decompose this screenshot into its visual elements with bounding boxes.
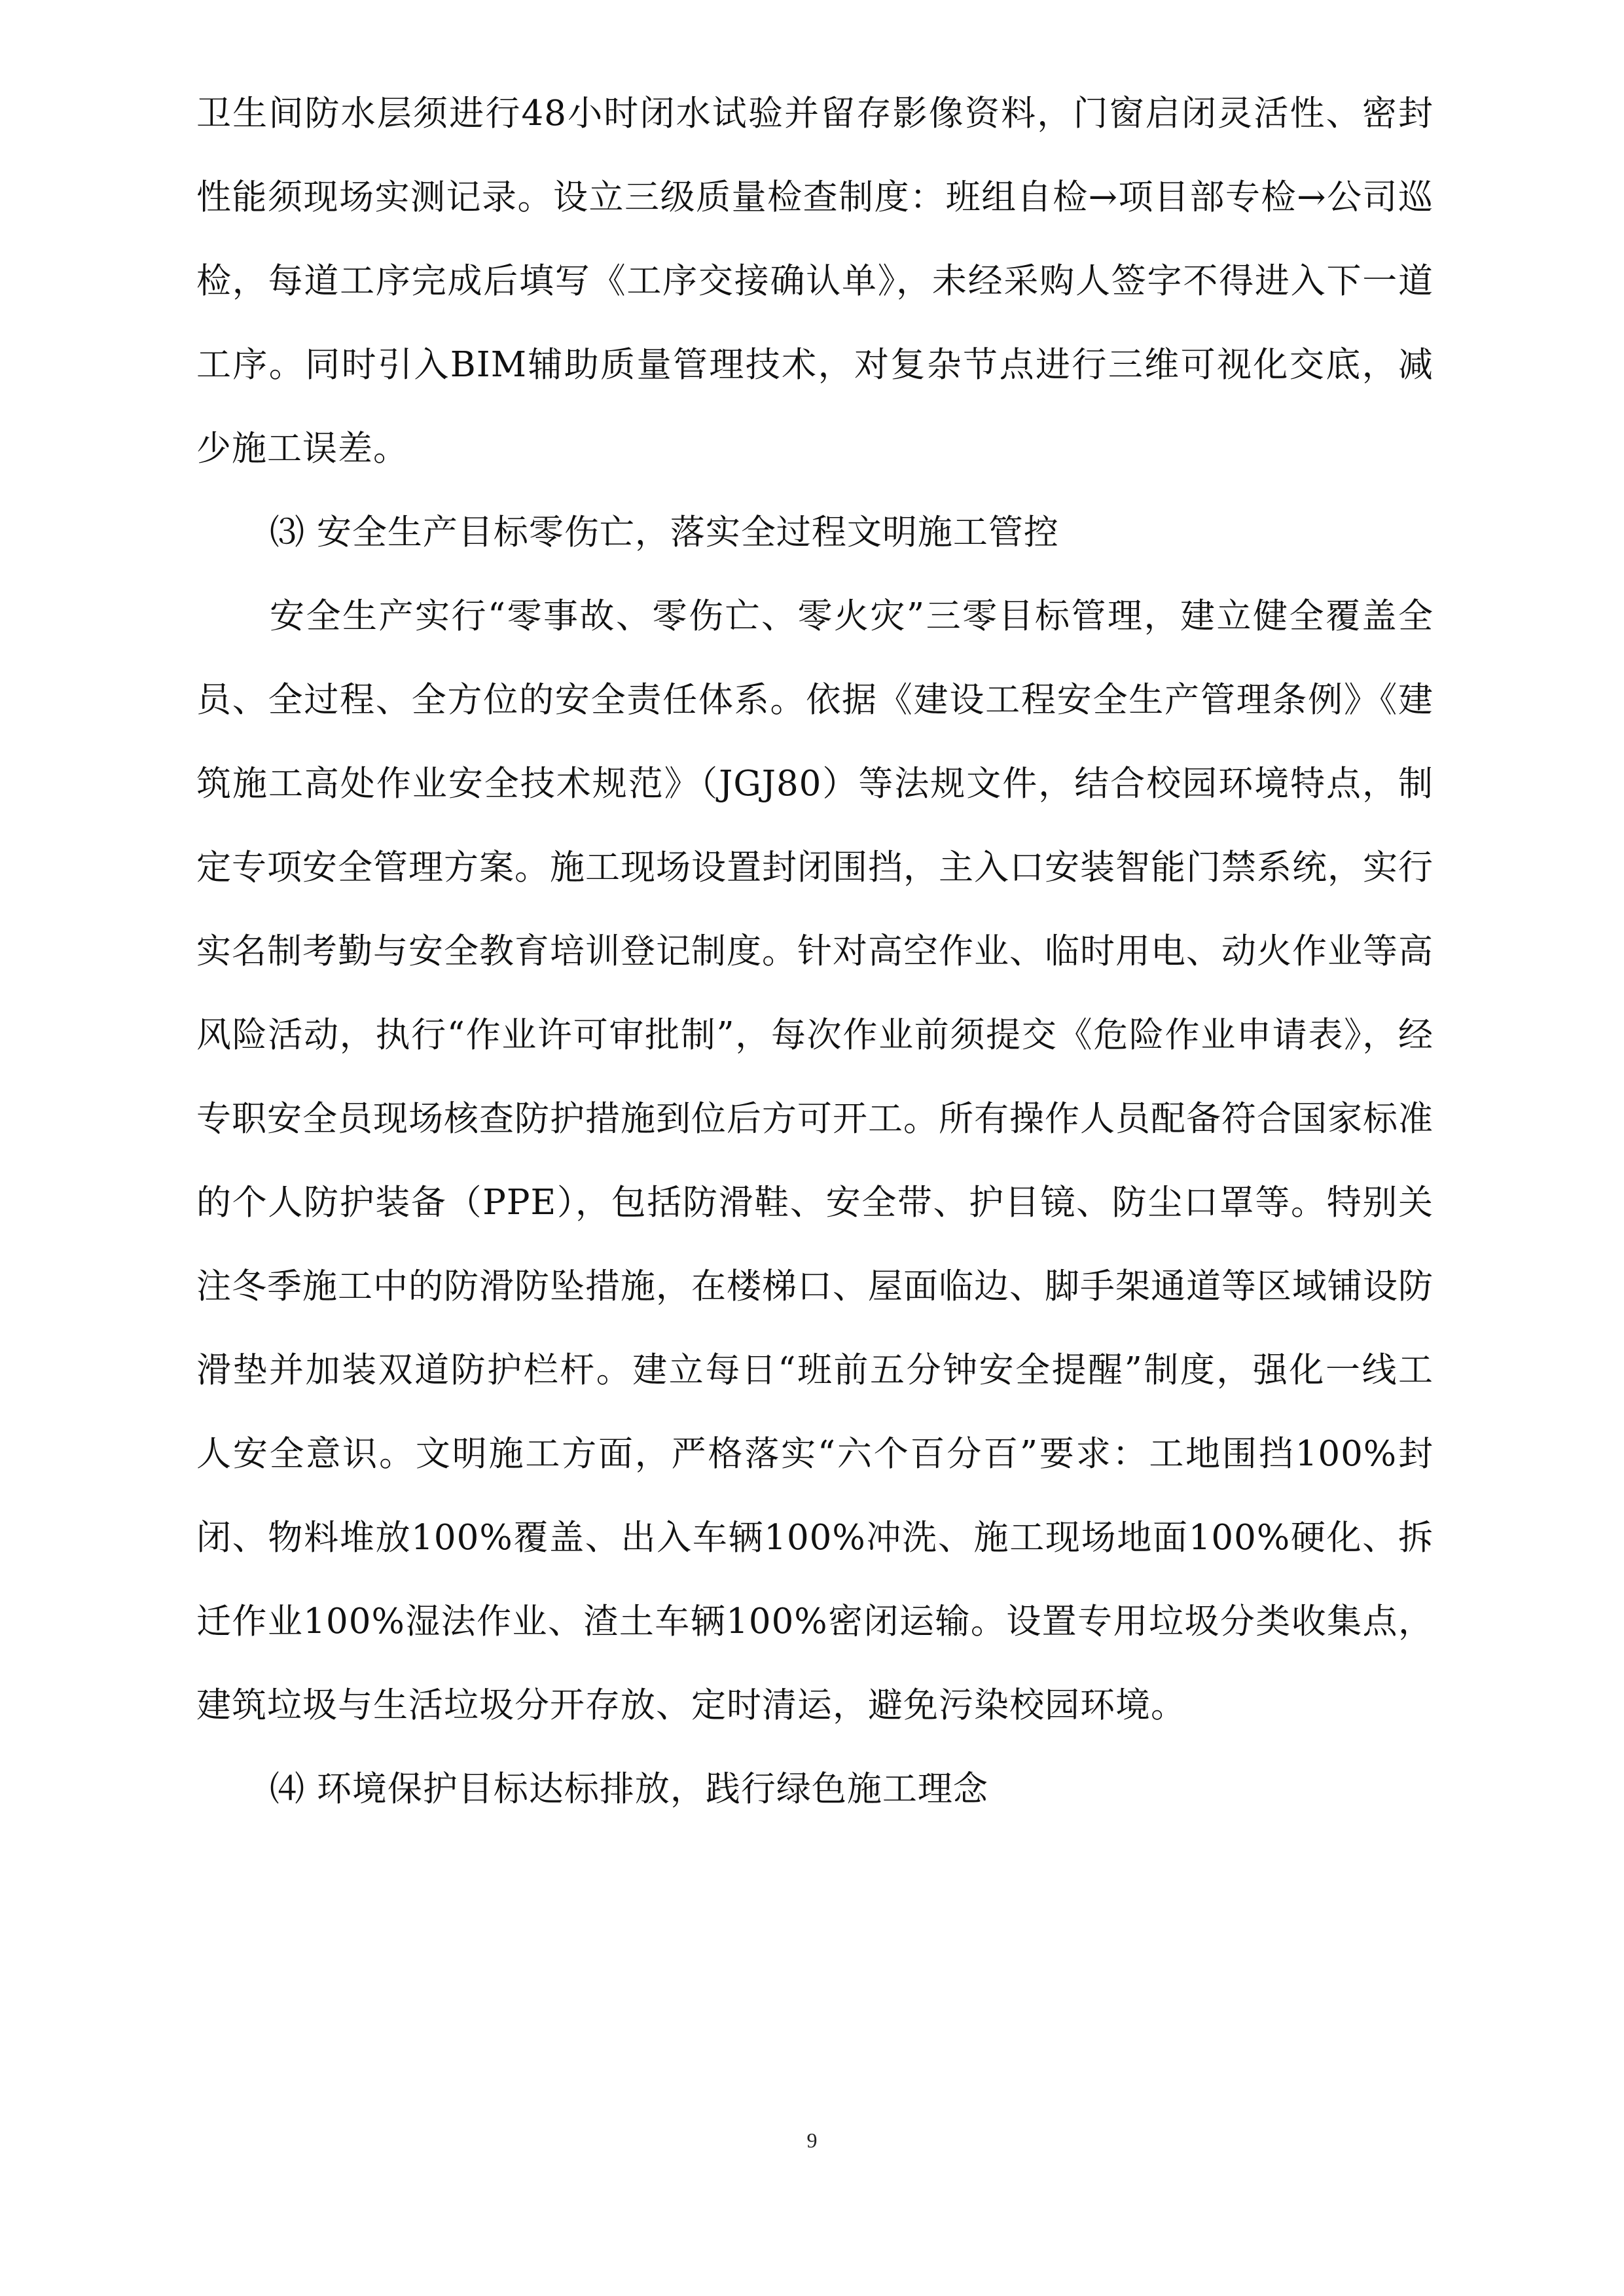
section-heading-safety: ⑶ 安全生产目标零伤亡，落实全过程文明施工管控: [270, 512, 1059, 552]
page-number: 9: [806, 2128, 818, 2152]
document-body: [196, 72, 1434, 1831]
paragraph-quality-control: 卫生间防水层须进行48小时闭水试验并留存影像资料，门窗启闭灵活性、密封性能须现场实测记录。设立三级质量检查制度：班组自检→项目部专检→公司巡检，每道工序完成后填写《工序交接确认单》，未经采购人签字不得进入下一道工序。同时引入BIM辅助质量管理技术，对复杂节点进行三维可视化交底，减少施工误差。: [196, 94, 1434, 469]
paragraph-safety-management: 安全生产实行“零事故、零伤亡、零火灾”三零目标管理，建立健全覆盖全员、全过程、全方位的安全责任体系。依据《建设工程安全生产管理条例》《建筑施工高处作业安全技术规范》（JGJ80）等法规文件，结合校园环境特点，制定专项安全管理方案。施工现场设置封闭围挡，主入口安装智能门禁系统，实行实名制考勤与安全教育培训登记制度。针对高空作业、临时用电、动火作业等高风险活动，执行“作业许可审批制”，每次作业前须提交《危险作业申请表》，经专职安全员现场核查防护措施到位后方可开工。所有操作人员配备符合国家标准的个人防护装备（PPE），包括防滑鞋、安全带、护目镜、防尘口罩等。特别关注冬季施工中的防滑防坠措施，在楼梯口、屋面临边、脚手架通道等区域铺设防滑垫并加装双道防护栏杆。建立每日“班前五分钟安全提醒”制度，强化一线工人安全意识。文明施工方面，严格落实“六个百分百”要求：工地围挡100%封闭、物料堆放100%覆盖、出入车辆100%冲洗、施工现场地面100%硬化、拆迁作业100%湿法作业、渣土车辆100%密闭运输。设置专用垃圾分类收集点，建筑垃圾与生活垃圾分开存放、定时清运，避免污染校园环境。: [196, 596, 1434, 1725]
section-heading-environment: ⑷ 环境保护目标达标排放，践行绿色施工理念: [270, 1769, 988, 1809]
